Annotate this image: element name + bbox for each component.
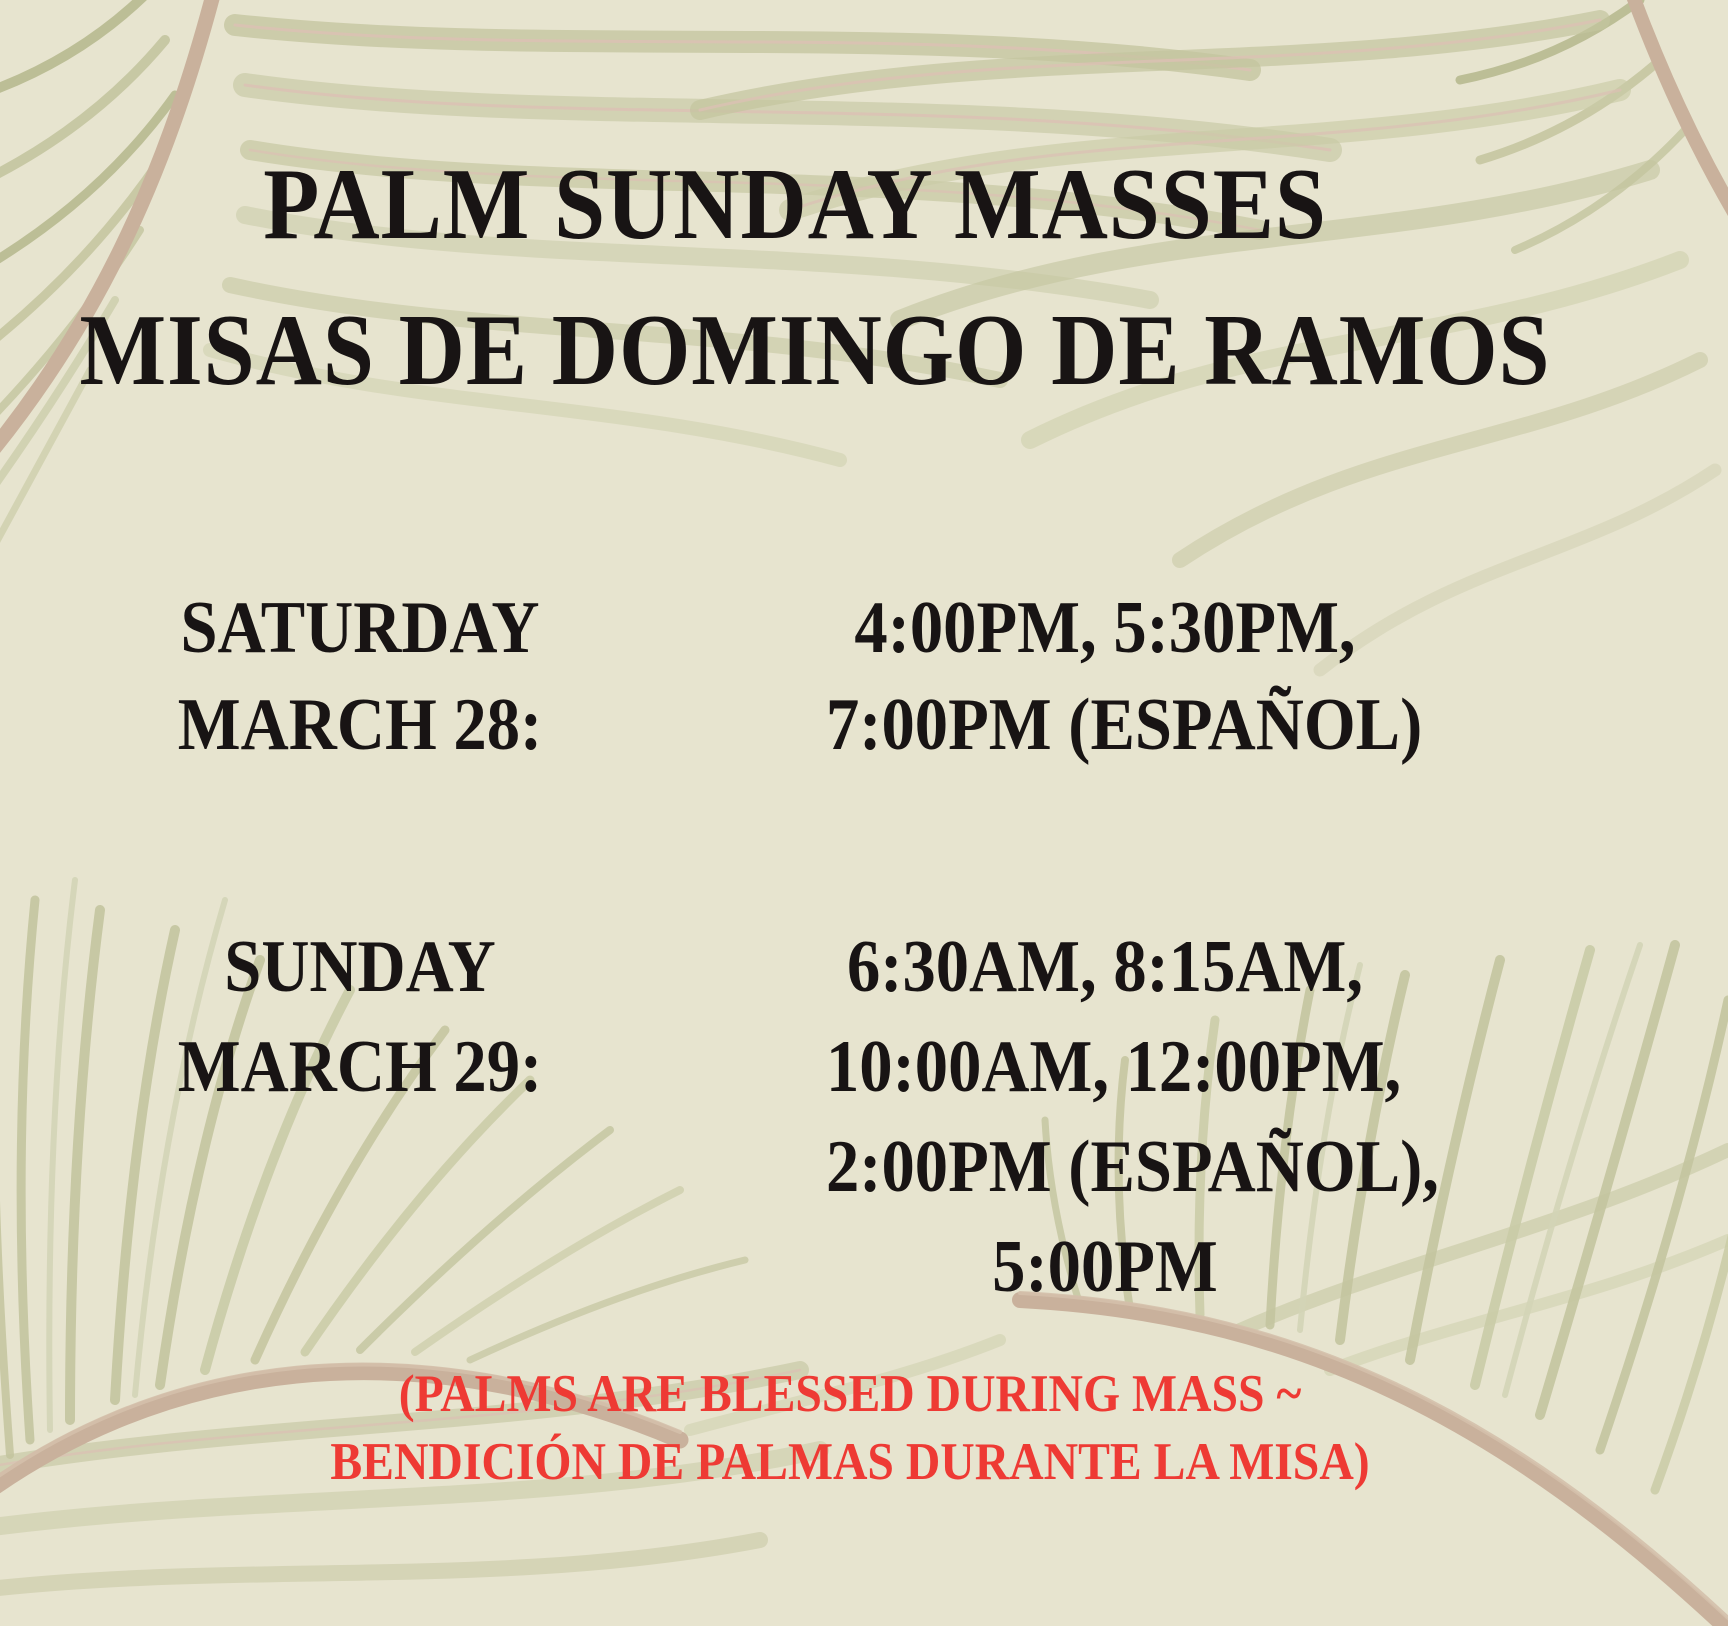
saturday-date-label: [90, 580, 630, 774]
sunday-times-line-3: 2:00PM (ESPAÑOL),: [826, 1126, 1439, 1208]
poster-title: [79, 132, 1551, 424]
title-line-spanish: MISAS DE DOMINGO DE RAMOS: [79, 294, 1551, 407]
palms-blessed-footnote: [85, 1360, 1615, 1496]
sunday-mass-times: [826, 917, 1439, 1317]
sunday-times-line-2: 10:00AM, 12:00PM,: [826, 1026, 1402, 1108]
sunday-date-label: [90, 917, 630, 1117]
saturday-times-line-2: 7:00PM (ESPAÑOL): [826, 684, 1423, 766]
footnote-line-spanish: BENDICIÓN DE PALMAS DURANTE LA MISA): [330, 1433, 1370, 1491]
sunday-date: MARCH 29:: [177, 1026, 543, 1108]
sunday-times-line-4: 5:00PM: [992, 1226, 1218, 1308]
footnote-line-english: (PALMS ARE BLESSED DURING MASS ~: [398, 1365, 1302, 1423]
saturday-day: SATURDAY: [180, 587, 540, 669]
title-line-english: PALM SUNDAY MASSES: [263, 148, 1327, 261]
saturday-mass-times: [826, 580, 1423, 774]
saturday-times-line-1: 4:00PM, 5:30PM,: [854, 587, 1356, 669]
sunday-day: SUNDAY: [224, 926, 496, 1008]
saturday-date: MARCH 28:: [177, 684, 543, 766]
sunday-times-line-1: 6:30AM, 8:15AM,: [846, 926, 1364, 1008]
